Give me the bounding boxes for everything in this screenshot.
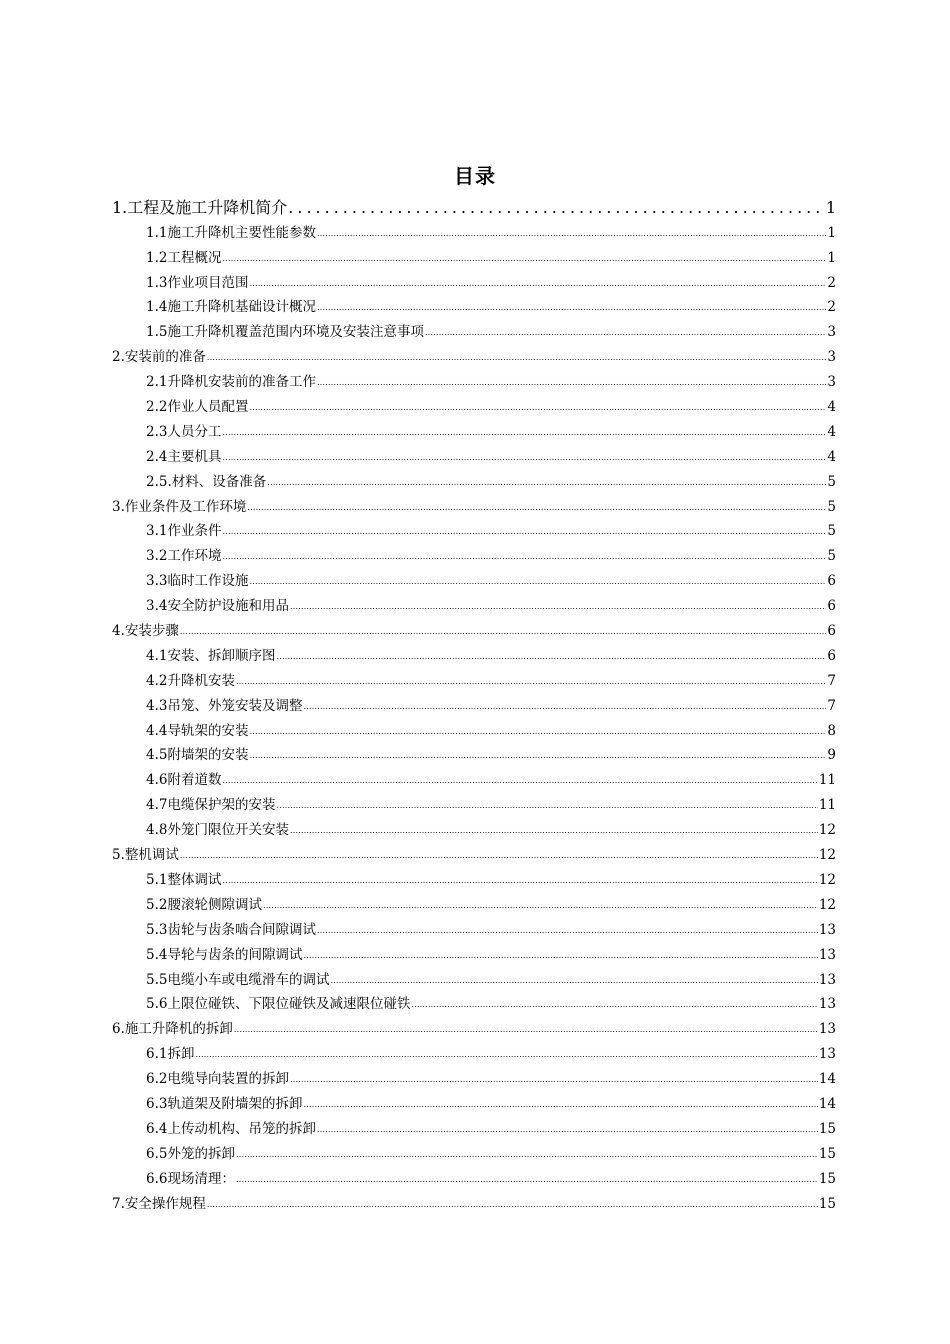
- toc-entry-page-number: 3: [827, 374, 836, 391]
- toc-entry-page-number: 12: [818, 847, 836, 864]
- toc-entry-page-number: 13: [818, 1021, 836, 1038]
- toc-entry[interactable]: [0, 216, 950, 241]
- toc-entry[interactable]: [0, 888, 950, 913]
- toc-entry-page-number: 11: [818, 772, 836, 789]
- toc-entry[interactable]: [0, 241, 950, 266]
- toc-leader-dots: [247, 503, 826, 515]
- toc-leader-dots: [290, 826, 818, 838]
- toc-leader-dots: [207, 353, 827, 365]
- toc-entry-label: 2.3人员分工: [146, 423, 222, 440]
- toc-title: 目录: [454, 164, 496, 188]
- toc-entry-label: 3.作业条件及工作环境: [112, 498, 247, 515]
- toc-entry[interactable]: [0, 988, 950, 1013]
- toc-leader-dots: [236, 677, 826, 689]
- toc-leader-dots: [222, 776, 817, 788]
- toc-entry-label: 2.1升降机安装前的准备工作: [146, 374, 316, 391]
- toc-leader-dots: [288, 200, 825, 216]
- toc-leader-dots: [222, 876, 817, 888]
- toc-entry-page-number: 13: [818, 921, 836, 938]
- toc-entry-page-number: 6: [827, 623, 836, 640]
- toc-entry-label: 3.2工作环境: [146, 548, 222, 565]
- toc-entry-label: 6.施工升降机的拆卸: [112, 1021, 233, 1038]
- toc-entry-label: 2.安装前的准备: [112, 349, 206, 366]
- toc-entry[interactable]: [0, 191, 950, 216]
- toc-entry-page-number: 1: [825, 197, 836, 217]
- toc-leader-dots: [207, 1200, 818, 1212]
- toc-leader-dots: [222, 552, 826, 564]
- toc-entry-page-number: 6: [827, 647, 836, 664]
- toc-entry[interactable]: [0, 1112, 950, 1137]
- toc-entry-label: 5.6上限位碰铁、下限位碰铁及减速限位碰铁: [146, 996, 411, 1013]
- toc-entry-page-number: 1: [827, 249, 836, 266]
- toc-leader-dots: [330, 976, 817, 988]
- toc-entry[interactable]: [0, 1037, 950, 1062]
- toc-entry-page-number: 11: [818, 797, 836, 814]
- toc-entry-page-number: 6: [827, 598, 836, 615]
- toc-entry-label: 4.6附着道数: [146, 772, 222, 789]
- toc-entry-page-number: 5: [827, 498, 836, 515]
- toc-entry-label: 6.6现场清理：: [146, 1170, 235, 1187]
- toc-leader-dots: [222, 453, 826, 465]
- toc-leader-dots: [317, 1125, 818, 1137]
- toc-leader-dots: [249, 279, 826, 291]
- toc-entry-label: 3.1作业条件: [146, 523, 222, 540]
- toc-entry-label: 6.5外笼的拆卸: [146, 1145, 235, 1162]
- toc-entry-label: 1.4施工升降机基础设计概况: [146, 299, 316, 316]
- toc-leader-dots: [303, 951, 817, 963]
- toc-entry-page-number: 9: [827, 747, 836, 764]
- toc-entry-label: 2.4主要机具: [146, 448, 222, 465]
- toc-entry-page-number: 4: [827, 399, 836, 416]
- toc-entry[interactable]: [0, 365, 950, 390]
- toc-entry[interactable]: [0, 1187, 950, 1212]
- toc-entry-label: 4.8外笼门限位开关安装: [146, 822, 289, 839]
- toc-entry[interactable]: [0, 440, 950, 465]
- toc-entry[interactable]: [0, 739, 950, 764]
- toc-entry[interactable]: [0, 589, 950, 614]
- toc-entry-label: 6.4上传动机构、吊笼的拆卸: [146, 1120, 316, 1137]
- toc-entry-page-number: 5: [827, 548, 836, 565]
- toc-entry-label: 6.2电缆导向装置的拆卸: [146, 1071, 289, 1088]
- toc-entry-page-number: 13: [818, 946, 836, 963]
- toc-entry-page-number: 15: [818, 1120, 836, 1137]
- toc-entry-page-number: 5: [827, 473, 836, 490]
- toc-entry[interactable]: [0, 291, 950, 316]
- toc-leader-dots: [290, 602, 826, 614]
- toc-entry-label: 4.安装步骤: [112, 623, 179, 640]
- toc-entry-page-number: 4: [827, 448, 836, 465]
- toc-entry[interactable]: [0, 664, 950, 689]
- toc-entry-page-number: 13: [818, 1046, 836, 1063]
- toc-leader-dots: [276, 652, 826, 664]
- toc-entry[interactable]: [0, 614, 950, 639]
- toc-entry[interactable]: [0, 266, 950, 291]
- toc-entry[interactable]: [0, 838, 950, 863]
- toc-entry-label: 1.3作业项目范围: [146, 274, 249, 291]
- toc-entry-page-number: 2: [827, 299, 836, 316]
- toc-entry-label: 5.2腰滚轮侧隙调试: [146, 896, 262, 913]
- toc-entry-page-number: 4: [827, 423, 836, 440]
- toc-leader-dots: [317, 378, 826, 390]
- toc-entry-page-number: 15: [818, 1170, 836, 1187]
- toc-entry[interactable]: [0, 315, 950, 340]
- toc-leader-dots: [276, 801, 817, 813]
- toc-entry[interactable]: [0, 490, 950, 515]
- toc-leader-dots: [180, 627, 827, 639]
- toc-leader-dots: [234, 1025, 818, 1037]
- toc-entry[interactable]: [0, 390, 950, 415]
- toc-entry-page-number: 7: [827, 672, 836, 689]
- toc-entry-label: 1.工程及施工升降机简介: [112, 197, 288, 217]
- toc-entry-page-number: 14: [818, 1071, 836, 1088]
- toc-leader-dots: [317, 926, 818, 938]
- toc-leader-dots: [236, 1175, 818, 1187]
- toc-entry-label: 6.1拆卸: [146, 1046, 195, 1063]
- toc-entry-page-number: 5: [827, 523, 836, 540]
- toc-leader-dots: [249, 751, 826, 763]
- toc-entry-label: 4.2升降机安装: [146, 672, 235, 689]
- toc-leader-dots: [317, 303, 826, 315]
- toc-leader-dots: [411, 1000, 817, 1012]
- toc-entry-page-number: 14: [818, 1095, 836, 1112]
- toc-entry-page-number: 12: [818, 871, 836, 888]
- toc-leader-dots: [195, 1050, 817, 1062]
- toc-entry-label: 6.3轨道架及附墙架的拆卸: [146, 1095, 303, 1112]
- toc-entry-label: 5.整机调试: [112, 847, 179, 864]
- toc-entry[interactable]: [0, 788, 950, 813]
- toc-leader-dots: [425, 328, 826, 340]
- toc-entry-page-number: 8: [827, 722, 836, 739]
- toc-leader-dots: [317, 229, 826, 241]
- toc-entry-label: 2.2作业人员配置: [146, 399, 249, 416]
- toc-entry[interactable]: [0, 415, 950, 440]
- toc-entry[interactable]: [0, 1012, 950, 1037]
- toc-entry[interactable]: [0, 1087, 950, 1112]
- table-of-contents: [0, 191, 950, 1212]
- toc-leader-dots: [249, 403, 826, 415]
- toc-entry[interactable]: [0, 689, 950, 714]
- toc-entry[interactable]: [0, 938, 950, 963]
- toc-leader-dots: [236, 1150, 818, 1162]
- toc-entry[interactable]: [0, 763, 950, 788]
- toc-entry-page-number: 13: [818, 971, 836, 988]
- toc-leader-dots: [222, 527, 826, 539]
- toc-entry-page-number: 12: [818, 896, 836, 913]
- toc-entry-label: 7.安全操作规程: [112, 1195, 206, 1212]
- toc-entry-label: 1.5施工升降机覆盖范围内环境及安装注意事项: [146, 324, 424, 341]
- toc-entry[interactable]: [0, 1062, 950, 1087]
- toc-entry-page-number: 6: [827, 573, 836, 590]
- toc-entry[interactable]: [0, 714, 950, 739]
- toc-leader-dots: [263, 901, 818, 913]
- toc-leader-dots: [222, 254, 826, 266]
- toc-entry[interactable]: [0, 539, 950, 564]
- toc-leader-dots: [222, 428, 826, 440]
- toc-leader-dots: [180, 851, 818, 863]
- toc-entry-label: 5.4导轮与齿条的间隙调试: [146, 946, 303, 963]
- toc-entry-label: 4.1安装、拆卸顺序图: [146, 647, 276, 664]
- toc-entry-page-number: 7: [827, 697, 836, 714]
- toc-entry-page-number: 2: [827, 274, 836, 291]
- toc-entry-label: 4.3吊笼、外笼安装及调整: [146, 697, 303, 714]
- toc-entry-page-number: 15: [818, 1145, 836, 1162]
- toc-leader-dots: [290, 1075, 818, 1087]
- toc-leader-dots: [303, 702, 826, 714]
- toc-entry[interactable]: [0, 1137, 950, 1162]
- toc-entry-label: 2.5.材料、设备准备: [146, 473, 267, 490]
- toc-leader-dots: [249, 577, 826, 589]
- toc-entry-label: 4.4导轨架的安装: [146, 722, 249, 739]
- toc-leader-dots: [303, 1100, 817, 1112]
- toc-entry[interactable]: [0, 639, 950, 664]
- toc-entry-label: 5.1整体调试: [146, 871, 222, 888]
- toc-leader-dots: [267, 478, 826, 490]
- toc-entry-label: 5.3齿轮与齿条啮合间隙调试: [146, 921, 316, 938]
- toc-entry-page-number: 3: [827, 349, 836, 366]
- toc-entry[interactable]: [0, 963, 950, 988]
- toc-entry-label: 1.2工程概况: [146, 249, 222, 266]
- toc-entry[interactable]: [0, 863, 950, 888]
- toc-entry[interactable]: [0, 465, 950, 490]
- toc-entry-page-number: 12: [818, 822, 836, 839]
- toc-entry-label: 4.7电缆保护架的安装: [146, 797, 276, 814]
- toc-entry-page-number: 3: [827, 324, 836, 341]
- toc-entry[interactable]: [0, 913, 950, 938]
- toc-entry-label: 1.1施工升降机主要性能参数: [146, 224, 316, 241]
- toc-entry[interactable]: [0, 813, 950, 838]
- toc-entry-label: 4.5附墙架的安装: [146, 747, 249, 764]
- toc-entry-page-number: 15: [818, 1195, 836, 1212]
- toc-leader-dots: [249, 727, 826, 739]
- toc-entry[interactable]: [0, 515, 950, 540]
- toc-entry[interactable]: [0, 1162, 950, 1187]
- toc-entry-label: 3.4安全防护设施和用品: [146, 598, 289, 615]
- toc-entry-page-number: 1: [827, 224, 836, 241]
- toc-entry[interactable]: [0, 564, 950, 589]
- toc-entry-label: 3.3临时工作设施: [146, 573, 249, 590]
- toc-entry[interactable]: [0, 340, 950, 365]
- toc-entry-page-number: 13: [818, 996, 836, 1013]
- toc-entry-label: 5.5电缆小车或电缆滑车的调试: [146, 971, 330, 988]
